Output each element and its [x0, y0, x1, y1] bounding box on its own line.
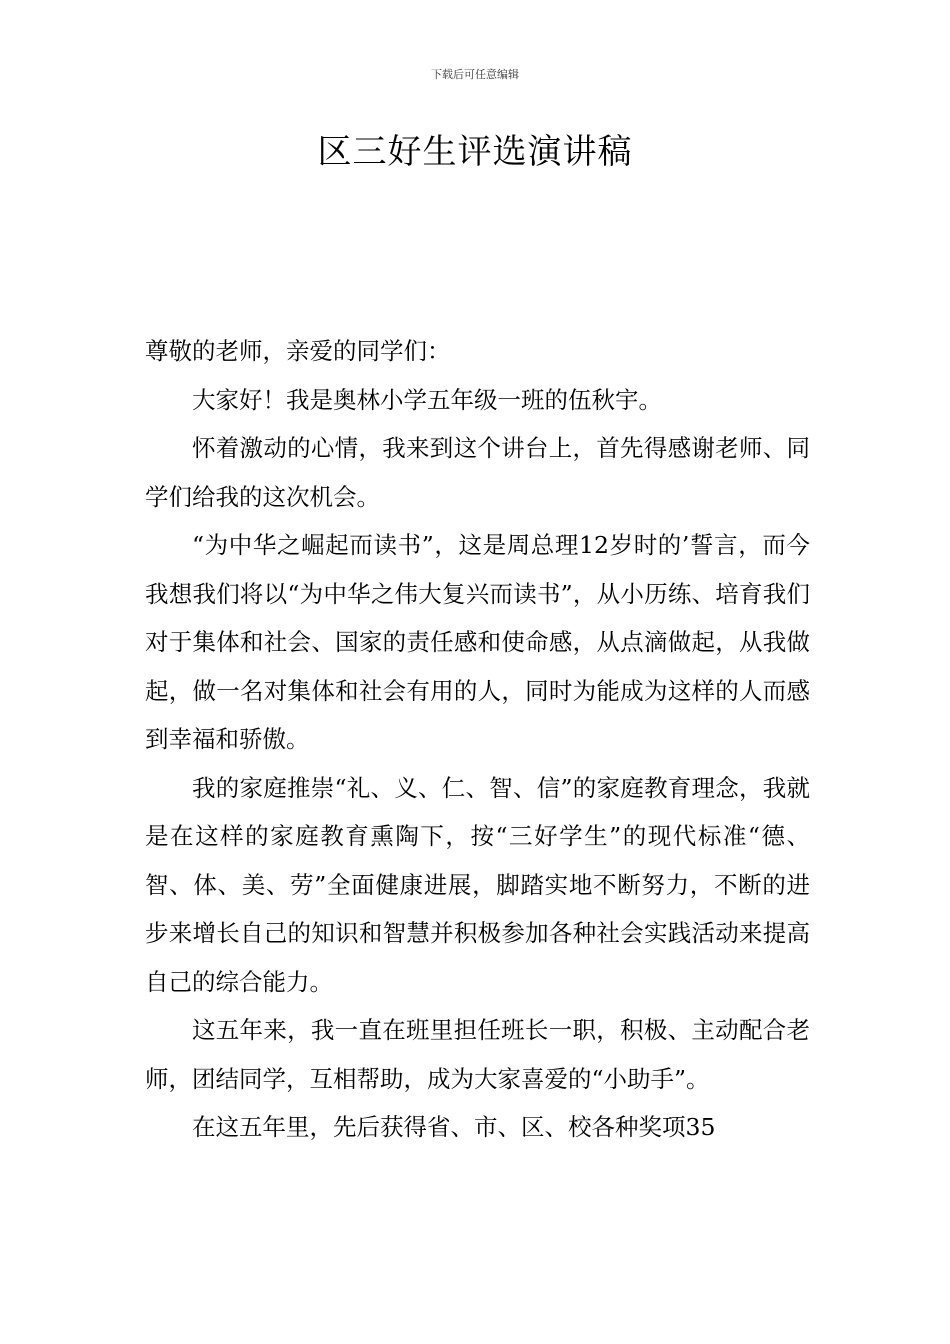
paragraph-2: 怀着激动的心情，我来到这个讲台上，首先得感谢老师、同学们给我的这次机会。 [145, 434, 810, 511]
paragraph-6: 在这五年里，先后获得省、市、区、校各种奖项35 [192, 1113, 716, 1141]
paragraph-5: 这五年来，我一直在班里担任班长一职，积极、主动配合老师，团结同学，互相帮助，成为大家喜爱的“小助手”。 [145, 1016, 810, 1093]
document-title: 区三好生评选演讲稿 [317, 132, 633, 172]
header-note: 下载后可任意编辑 [431, 68, 519, 81]
paragraph-4: 我的家庭推崇“礼、义、仁、智、信”的家庭教育理念，我就是在这样的家庭教育熏陶下，按“三好学生”的现代标准“德、智、体、美、劳”全面健康进展，脚踏实地不断努力，不断的进步来增长自己的知识和智慧并积极参加各种社会实践活动来提高自己的综合能力。 [145, 773, 810, 996]
document-body [145, 327, 810, 1152]
greeting: 尊敬的老师，亲爱的同学们： [145, 337, 451, 365]
paragraph-3: “为中华之崛起而读书”，这是周总理12岁时的’誓言，而今我想我们将以“为中华之伟大复兴而读书”，从小历练、培育我们对于集体和社会、国家的责任感和使命感，从点滴做起，从我做起，做一名对集体和社会有用的人，同时为能成为这样的人而感到幸福和骄傲。 [145, 531, 810, 753]
paragraph-1: 大家好！我是奥林小学五年级一班的伍秋宇。 [192, 385, 662, 414]
